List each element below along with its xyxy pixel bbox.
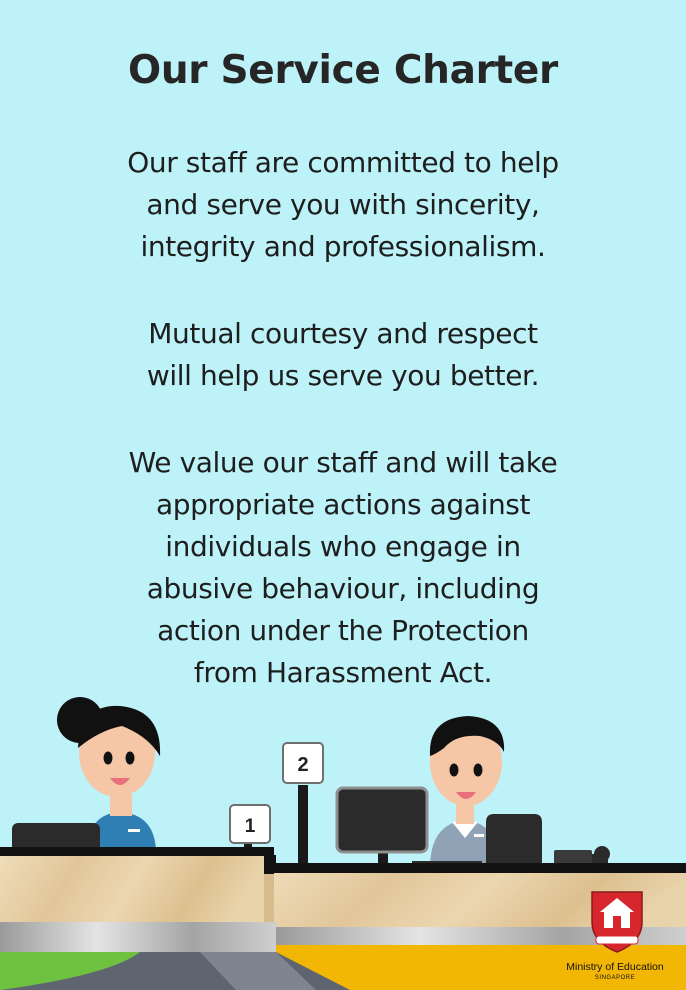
page-title: Our Service Charter [127, 48, 558, 93]
counter-metal-base [0, 922, 276, 952]
counter-2-label: 2 [297, 754, 309, 776]
logo-country: SINGAPORE [594, 975, 636, 981]
charter-paragraph-abuse-policy [60, 442, 626, 694]
counter-front-wood [0, 856, 264, 922]
text-line: Our staff are committed to help [127, 146, 559, 179]
moe-crest-logo [592, 892, 642, 952]
text-line: We value our staff and will take [128, 446, 558, 479]
text-line: Mutual courtesy and respect [148, 317, 538, 350]
text-line: appropriate actions against [155, 488, 531, 521]
text-line: will help us serve you better. [146, 359, 540, 392]
counter-2-sign [283, 743, 323, 875]
charter-paragraph-commitment [60, 142, 626, 268]
text-line: action under the Protection [157, 614, 529, 647]
text-line: and serve you with sincerity, [146, 188, 540, 221]
chair [486, 814, 542, 866]
logo-name: Ministry of Education [566, 961, 664, 973]
text-line: individuals who engage in [165, 530, 521, 563]
counter-1-sign [230, 805, 270, 854]
moe-logo-text [548, 962, 682, 984]
text-line: integrity and professionalism. [140, 230, 546, 263]
text-line: abusive behaviour, including [146, 572, 540, 605]
counter-1-label: 1 [244, 816, 256, 837]
right-monitor [337, 788, 427, 866]
service-counter-illustration [0, 690, 686, 990]
text-line: from Harassment Act. [193, 656, 493, 689]
charter-paragraph-courtesy [60, 313, 626, 397]
counter-top-right [270, 863, 686, 873]
